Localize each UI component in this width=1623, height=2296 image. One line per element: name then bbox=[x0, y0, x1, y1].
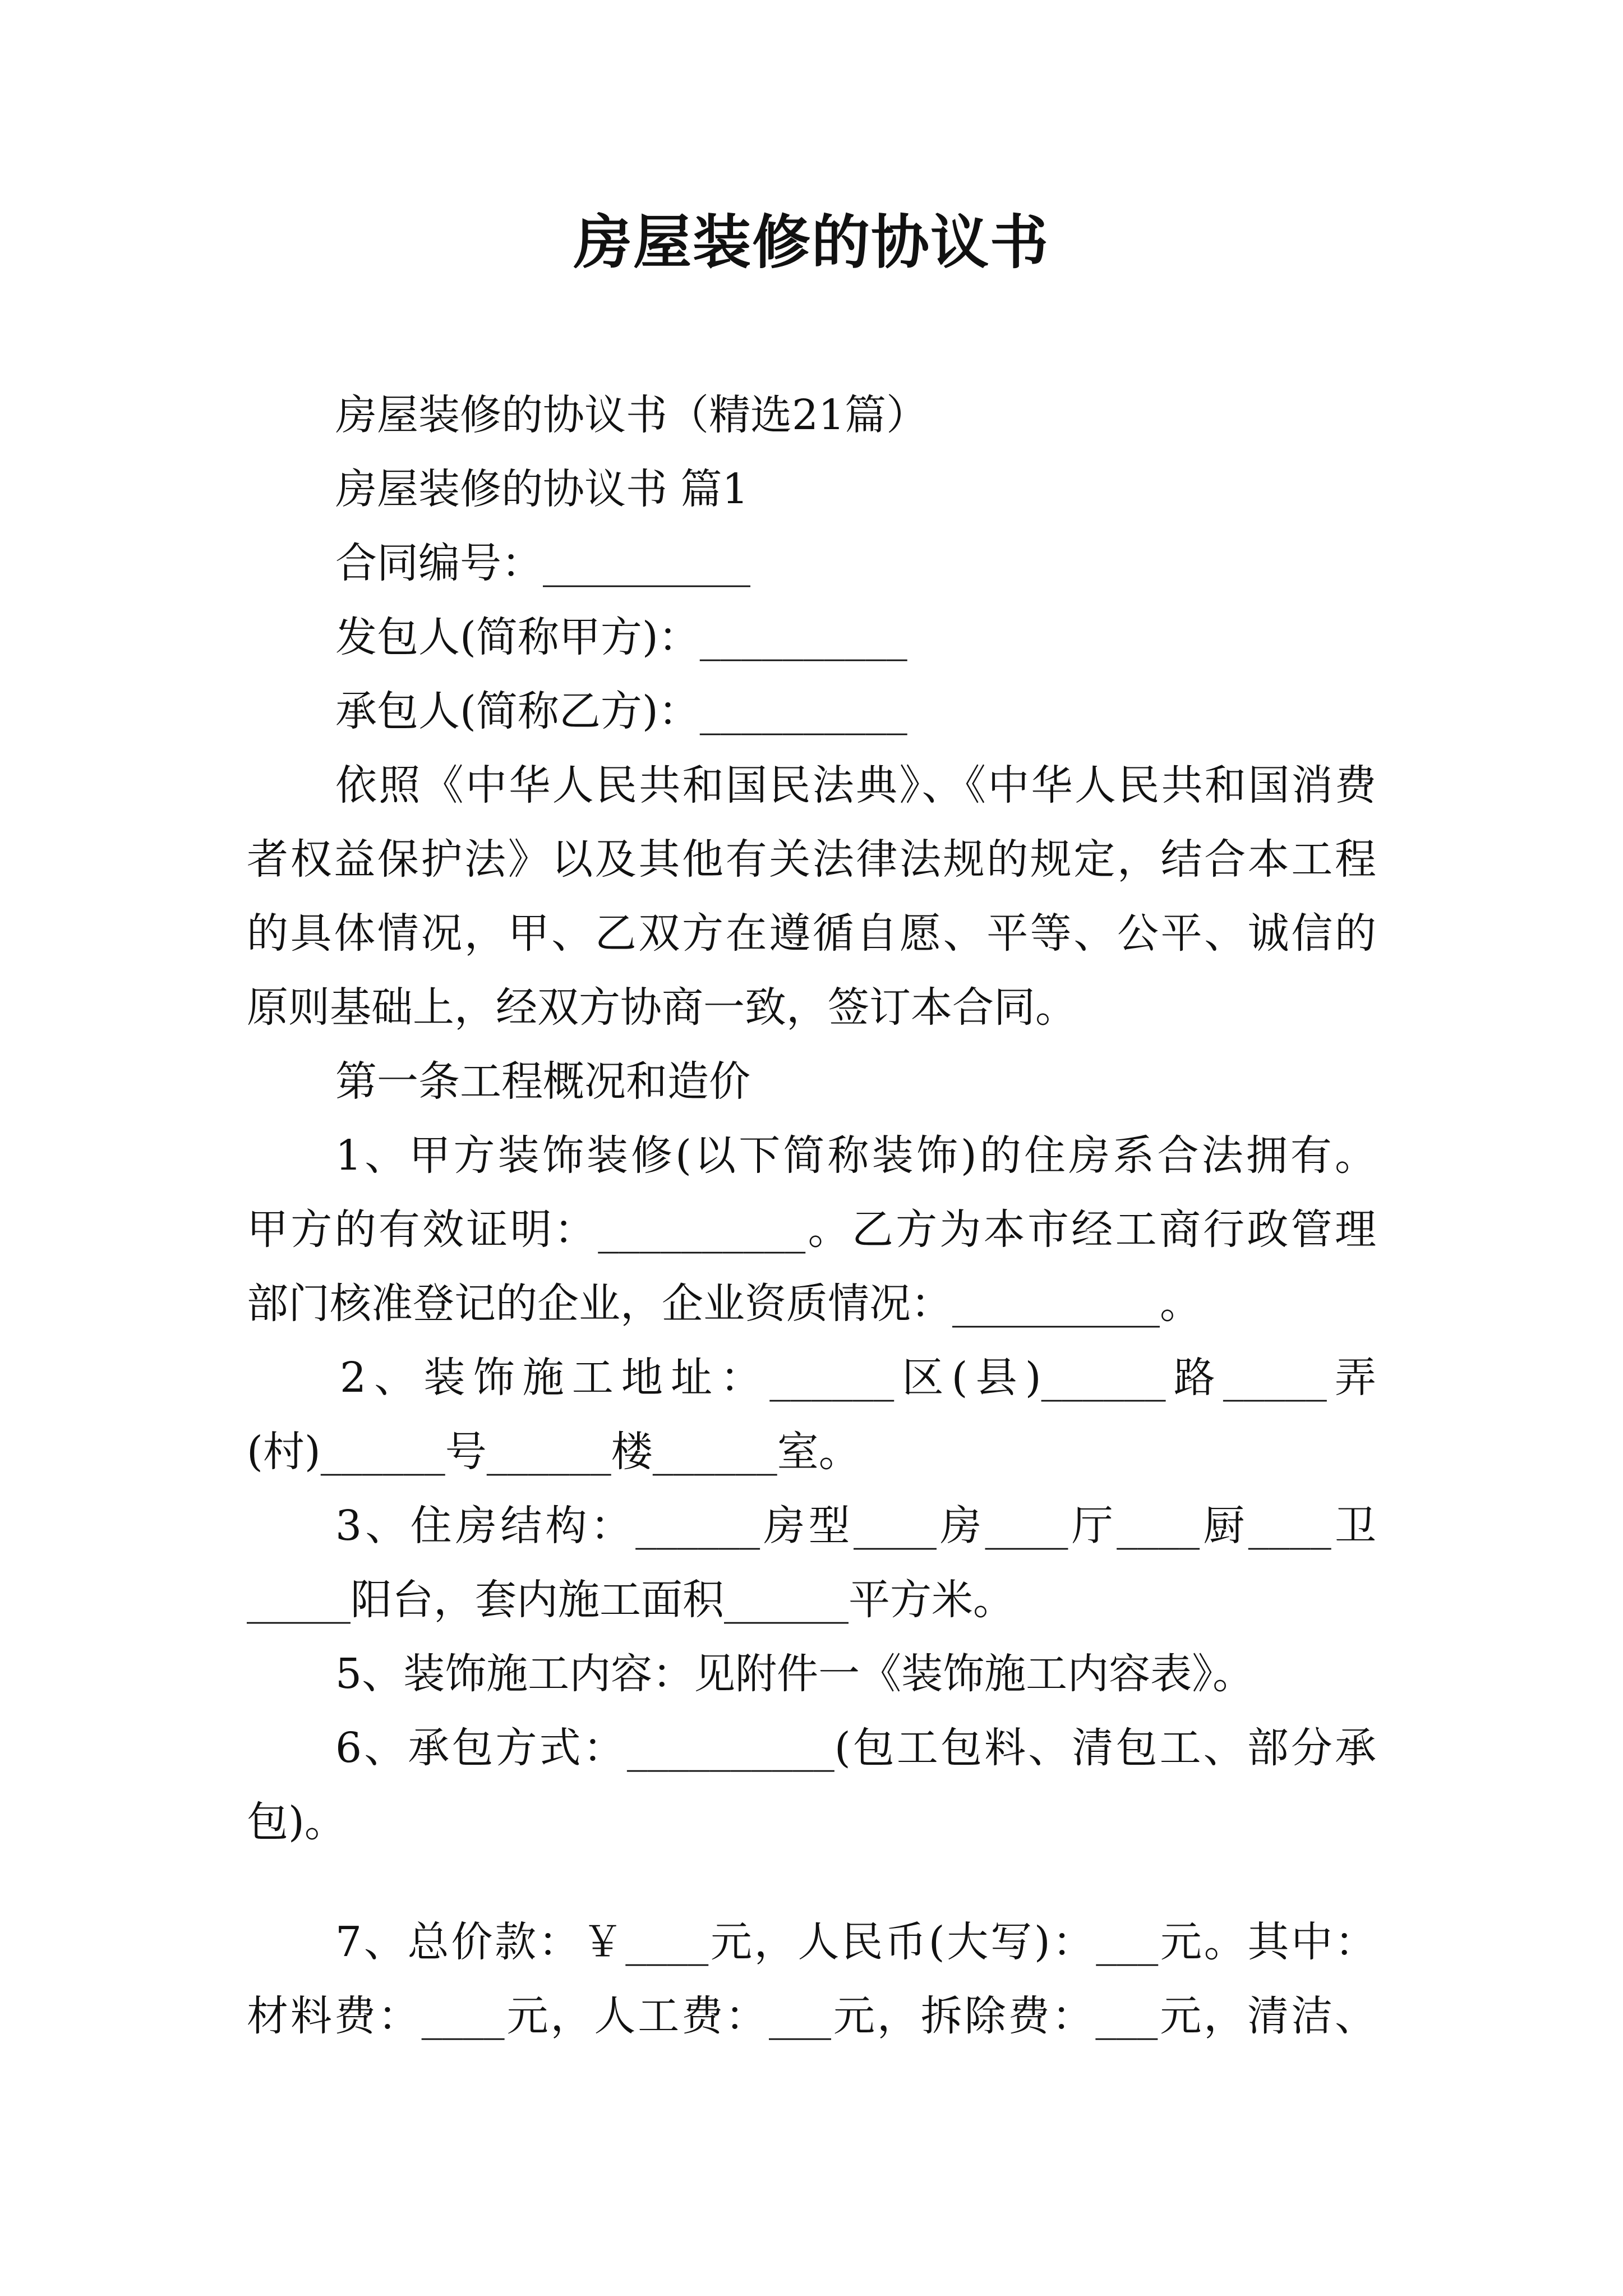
document-title: 房屋装修的协议书 bbox=[573, 208, 1049, 277]
section-heading: 房屋装修的协议书 篇1 bbox=[335, 465, 749, 513]
body-line: 5、装饰施工内容：见附件一《装饰施工内容表》。 bbox=[335, 1650, 1255, 1698]
body-line: 7、总价款：￥____元，人民币(大写)：___元。其中： bbox=[335, 1918, 1376, 1966]
body-line: 部门核准登记的企业，企业资质情况：__________。 bbox=[247, 1280, 1201, 1328]
article-heading: 第一条工程概况和造价 bbox=[335, 1057, 750, 1106]
body-line: 2、装饰施工地址：______区(县)______路_____弄 bbox=[340, 1354, 1376, 1402]
body-line: 材料费：____元，人工费：___元，拆除费：___元，清洁、 bbox=[247, 1992, 1376, 2040]
body-line: 3、住房结构：______房型____房____厅____厨____卫 bbox=[335, 1502, 1376, 1550]
body-line: 包)。 bbox=[247, 1798, 346, 1846]
contract-number-line: 合同编号：__________ bbox=[335, 539, 750, 587]
body-line: 1、甲方装饰装修(以下简称装饰)的住房系合法拥有。 bbox=[335, 1131, 1376, 1180]
party-b-line: 承包人(简称乙方)：__________ bbox=[335, 687, 907, 735]
body-line: 甲方的有效证明：__________。乙方为本市经工商行政管理 bbox=[247, 1205, 1376, 1254]
body-line: (村)______号______楼______室。 bbox=[247, 1428, 860, 1476]
subtitle-line: 房屋装修的协议书（精选21篇） bbox=[335, 391, 928, 439]
body-line: _____阳台，套内施工面积______平方米。 bbox=[247, 1576, 1015, 1624]
party-a-line: 发包人(简称甲方)：__________ bbox=[335, 613, 907, 661]
body-line: 者权益保护法》以及其他有关法律法规的规定，结合本工程 bbox=[247, 835, 1376, 884]
body-line: 6、承包方式：__________(包工包料、清包工、部分承 bbox=[335, 1724, 1376, 1772]
body-line: 原则基础上，经双方协商一致，签订本合同。 bbox=[247, 983, 1077, 1032]
body-line: 的具体情况，甲、乙双方在遵循自愿、平等、公平、诚信的 bbox=[247, 909, 1376, 958]
body-line: 依照《中华人民共和国民法典》、《中华人民共和国消费 bbox=[335, 761, 1376, 809]
